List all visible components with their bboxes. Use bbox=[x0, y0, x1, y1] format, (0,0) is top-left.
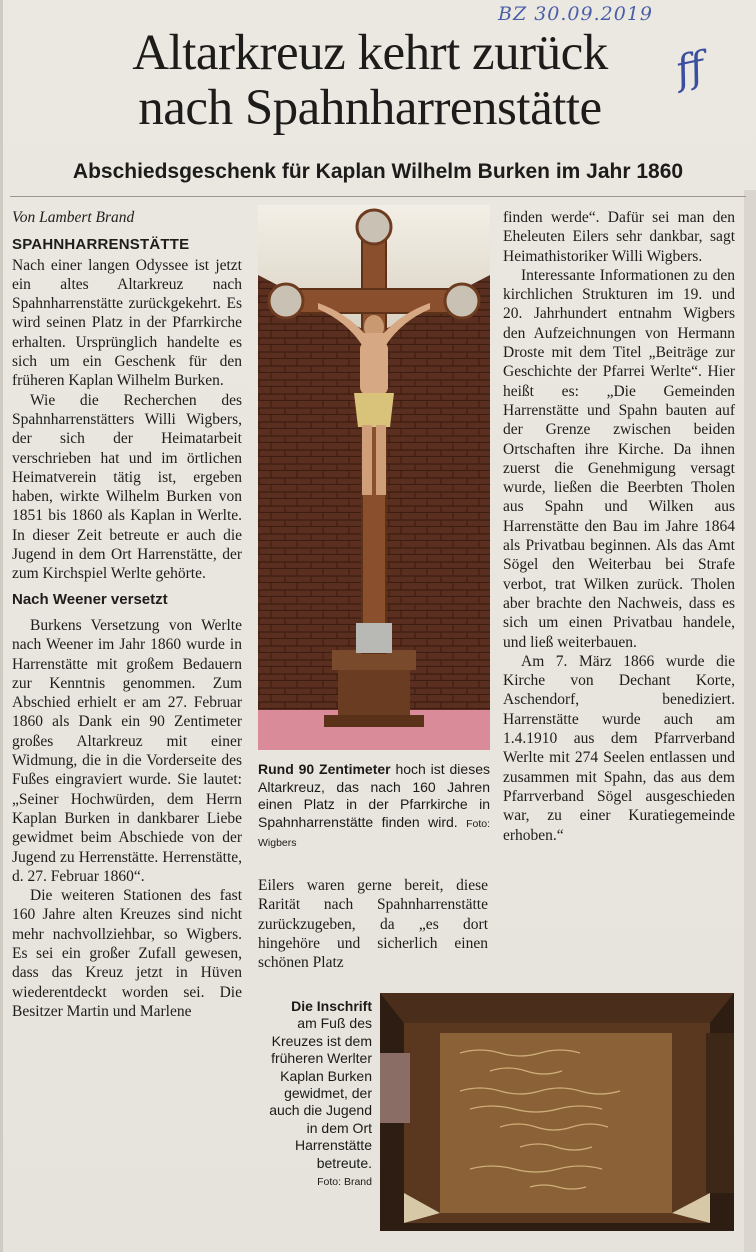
article-column-1 bbox=[12, 208, 242, 1021]
article-column-2 bbox=[258, 876, 488, 972]
headline-line-1: Altarkreuz kehrt zurück bbox=[132, 25, 608, 81]
photo-caption-inscription bbox=[264, 998, 372, 1191]
paragraph-4: Die weiteren Stationen des fast 160 Jahre alten Kreuzes sind nicht mehr nachvollziehbar, so Wigbers. Es sei ein großer Zufall gewesen, dass das Kreuz jetzt in Hüven wiederentdeckt worden sei. Die Besitzer Martin und Marlene bbox=[12, 887, 242, 1020]
handwritten-date-note: BZ 30.09.2019 bbox=[498, 3, 653, 25]
article-subheadline: Abschiedsgeschenk für Kaplan Wilhelm Burken im Jahr 1860 bbox=[72, 160, 684, 183]
paragraph-1 bbox=[12, 235, 242, 390]
headline-line-2: nach Spahnharrenstätte bbox=[138, 80, 602, 136]
byline: Von Lambert Brand bbox=[12, 209, 135, 226]
paragraph-col3-3: Am 7. März 1866 wurde die Kirche von Dechant Korte, Aschendorf, benediziert. Harrenstätte wurde auch am 1.4.1910 aus dem Pfarrverband Werlte mit 274 Seelen entlassen und zusammen mit Spahn, das aus dem Pfarrverband Sögel ausgeschieden war, zu einer Kuratiegemeinde erhoben.“ bbox=[503, 652, 735, 844]
paragraph-3: Burkens Versetzung von Werlte nach Weener im Jahr 1860 wurde in Harrenstätte mit großem Bedauern zur Kenntnis genommen. Zum Abschied erhielt er am 27. Februar 1860 als Dank ein 90 Zentimeter großes Altarkreuz mit einer Widmung, die in die Vorderseite des Fußes eingraviert wurde. Sie lautet: „Seiner Hochwürden, dem Herrn Kaplan Burken in dankbarer Liebe gewidmet beim Abschiede von der Jugend zu Herrenstätte. Herrenstätte, d. 27. Februar 1860“. bbox=[12, 616, 242, 885]
altar-cross-illustration bbox=[258, 205, 490, 750]
page-edge bbox=[0, 0, 3, 1252]
divider bbox=[10, 196, 746, 197]
caption-text: am Fuß des Kreuzes ist dem früheren Werlter Kaplan Burken gewidmet, der auch die Jugend in dem Ort Harrenstätte betreute. bbox=[269, 1015, 372, 1171]
photo-credit: Foto: Wigbers bbox=[258, 817, 490, 849]
paragraph-1-text: Nach einer langen Odyssee ist jetzt ein altes Altarkreuz nach Spahnharrenstätte zurückgekehrt. Es wird seinen Platz in der Pfarrkirche erhalten. Ursprünglich handelte es sich um ein Geschenk für den früheren Kaplan Wilhelm Burken. bbox=[12, 256, 242, 390]
altar-cross-photo bbox=[258, 205, 490, 750]
paragraph-col2: Eilers waren gerne bereit, diese Rarität nach Spahnharrenstätte zurückzugeben, da „es dort hingehöre und sicherlich einen schönen Platz bbox=[258, 877, 488, 972]
photo-caption-cross bbox=[258, 761, 490, 853]
caption-lead: Rund 90 Zentimeter bbox=[258, 761, 391, 777]
page-edge-right bbox=[744, 190, 756, 1252]
paragraph-2: Wie die Recherchen des Spahnharrenstätters Willi Wigbers, der sich der Heimatarbeit verschrieben hat und im örtlichen Heimatverein tätig ist, ergeben haben, wirkte Wilhelm Burken von 1851 bis 1860 als Kaplan in Werlte. In dieser Zeit betreute er auch die Jugend in dem Ort Harrenstätte, der zum Kirchspiel Werlte gehörte. bbox=[12, 391, 242, 583]
article-column-3 bbox=[503, 208, 735, 845]
caption-text: hoch ist dieses Altarkreuz, das nach 160 Jahren einen Platz in der Pfarrkirche in Spahnharrenstätte finden wird. bbox=[258, 761, 490, 830]
inscription-illustration bbox=[380, 993, 734, 1231]
section-subheading: Nach Weener versetzt bbox=[12, 590, 168, 608]
dateline: SPAHNHARRENSTÄTTE bbox=[12, 236, 190, 254]
handwritten-initials: ff bbox=[671, 43, 709, 95]
inscription-photo bbox=[380, 993, 734, 1231]
article-headline bbox=[20, 26, 720, 136]
paragraph-col3-2: Interessante Informationen zu den kirchlichen Strukturen im 19. und 20. Jahrhundert entnahm Wigbers den Aufzeichnungen von Hermann Droste mit dem Titel „Beiträge zur Geschichte der Pfarrei Werlte“. Hier heißt es: „Die Gemeinden Harrenstätte und Spahn bauten auf der Grenze zwischen beiden Ortschaften ihre Kirche. Da ihnen zuerst die Genehmigung versagt wurde, ließen die Beerbten Tholen aus Spahn und Wilken aus Harrenstätte den Bau im Jahre 1864 als Privatbau beginnen. Als das Amt Sögel den Weiterbau bei Strafe verbot, trat Wilken zurück. Tholen aber brachte den Nachweis, dass es sich um einen Privatbau handele, und ließ weiterbauen. bbox=[503, 266, 735, 651]
photo-credit: Foto: Brand bbox=[317, 1176, 372, 1189]
caption-lead: Die Inschrift bbox=[291, 998, 372, 1014]
paragraph-col3-1: finden werde“. Dafür sei man den Eheleuten Eilers sehr dankbar, sagt Heimathistoriker Willi Wigbers. bbox=[503, 209, 735, 265]
